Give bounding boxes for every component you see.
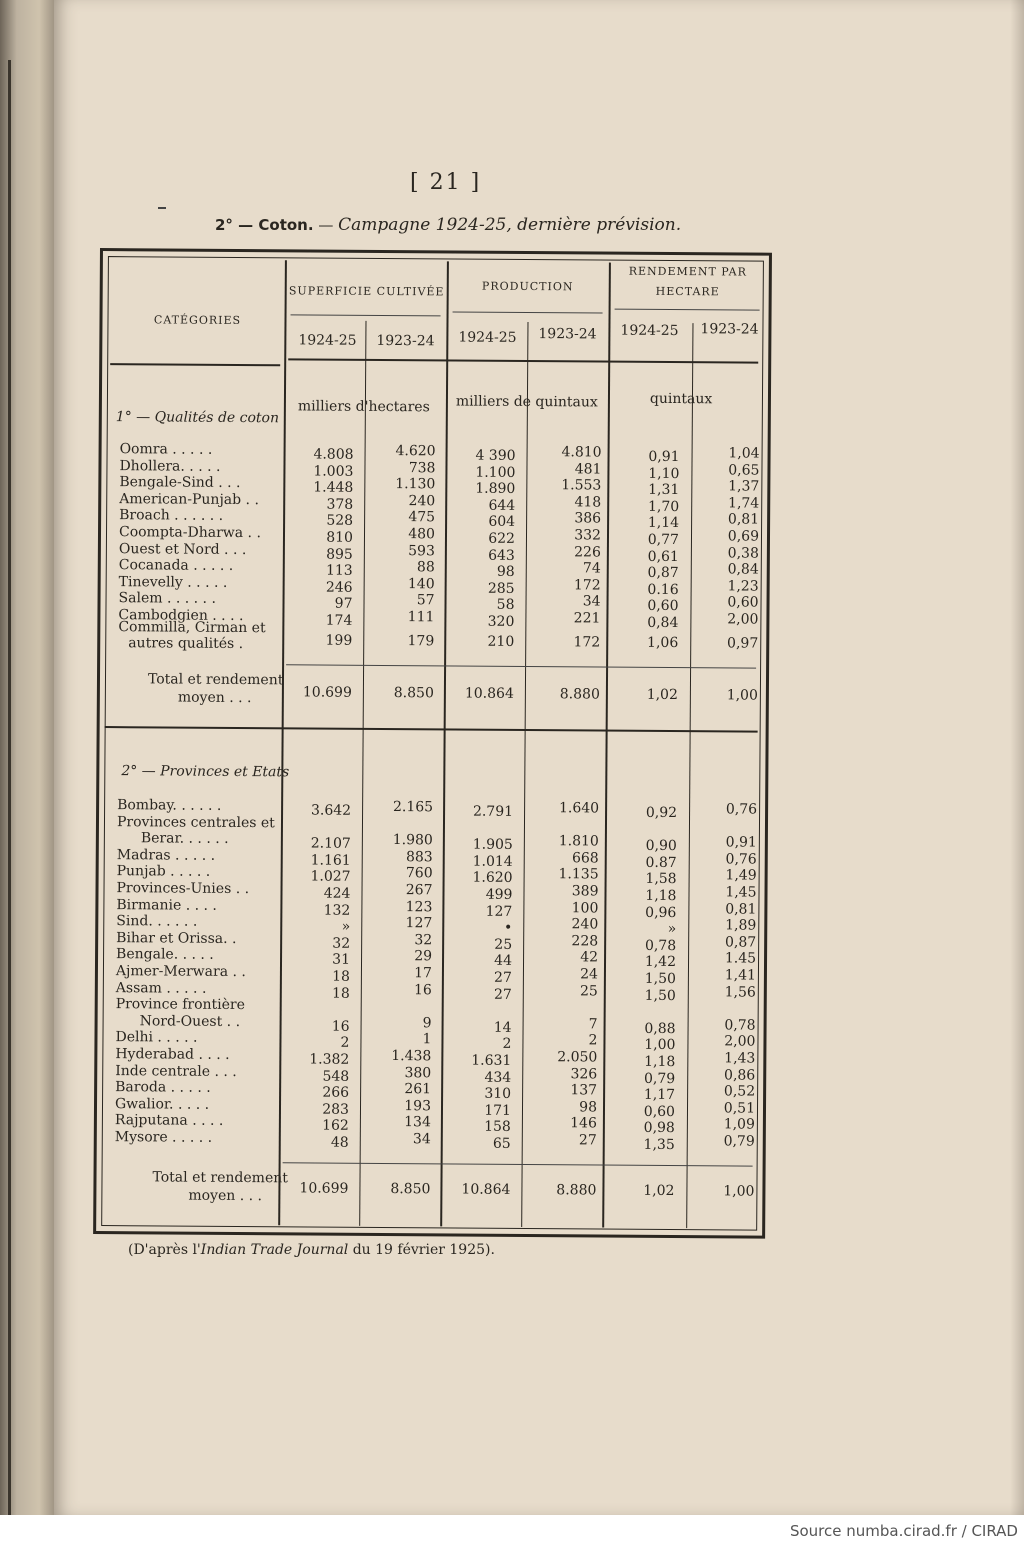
year-header: 1924-25 bbox=[458, 329, 517, 346]
categories-header: CATÉGORIES bbox=[153, 313, 242, 327]
table-cell: 0,81 bbox=[727, 511, 760, 528]
table-cell: 8.880 bbox=[559, 686, 600, 703]
table-cell: 0,88 bbox=[644, 1020, 676, 1037]
table-cell: 883 bbox=[405, 848, 433, 866]
year-header: 1924-25 bbox=[298, 332, 357, 349]
table-cell: 162 bbox=[322, 1117, 349, 1135]
table-cell: 593 bbox=[408, 542, 435, 559]
table-cell: 1,02 bbox=[646, 686, 678, 704]
section-title: 2° — Provinces et Etats bbox=[121, 763, 290, 781]
table-cell: 0,84 bbox=[647, 614, 679, 632]
table-cell: 158 bbox=[484, 1119, 511, 1136]
table-cell: 0.16 bbox=[647, 581, 679, 598]
table-cell: 0,96 bbox=[645, 904, 677, 921]
table-cell: 0,52 bbox=[723, 1083, 756, 1100]
rendement-header-1: RENDEMENT PAR bbox=[628, 264, 747, 279]
table-cell: 172 bbox=[573, 634, 601, 651]
table-cell: 1 bbox=[422, 1031, 432, 1048]
category-label: Provinces-Unies . . bbox=[116, 880, 250, 898]
table-cell: 240 bbox=[571, 916, 599, 933]
table-cell: 1,00 bbox=[726, 687, 758, 704]
table-cell: 475 bbox=[408, 509, 436, 526]
category-label: Commilla, Cirman et bbox=[118, 619, 266, 637]
table-cell: 0,60 bbox=[647, 598, 679, 615]
category-label: Gwalior. . . . . bbox=[114, 1095, 210, 1113]
table-cell: 1.980 bbox=[392, 832, 433, 849]
table-cell: 3.642 bbox=[310, 802, 352, 819]
table-cell: 1,41 bbox=[724, 967, 756, 984]
table-cell: 132 bbox=[323, 902, 351, 919]
table-cell: 548 bbox=[322, 1068, 350, 1085]
table-cell: 29 bbox=[414, 948, 433, 965]
table-cell: 4.810 bbox=[561, 444, 602, 461]
table-cell: 1.448 bbox=[313, 479, 354, 496]
table-cell: 378 bbox=[326, 496, 354, 513]
category-label: Bengale-Sind . . . bbox=[119, 474, 241, 492]
table-cell: 2 bbox=[502, 1036, 512, 1053]
table-cell: 174 bbox=[325, 612, 353, 629]
table-cell: 48 bbox=[330, 1134, 349, 1151]
table-cell: 1,06 bbox=[647, 634, 679, 652]
table-cell: 1,74 bbox=[728, 495, 760, 512]
heading-sep: — bbox=[313, 216, 339, 234]
category-label: Inde centrale . . . bbox=[115, 1062, 237, 1080]
table-cell: 10.864 bbox=[464, 685, 514, 702]
table-cell: 97 bbox=[334, 596, 353, 613]
table-cell: 1.620 bbox=[472, 870, 513, 887]
table-cell: 643 bbox=[488, 547, 515, 564]
table-cell: 1,42 bbox=[644, 954, 677, 971]
table-cell: 644 bbox=[488, 497, 516, 514]
table-cell: 127 bbox=[405, 915, 433, 932]
table-cell: 1,31 bbox=[648, 482, 680, 499]
table-cell: 2.050 bbox=[557, 1049, 598, 1066]
table-cell: 604 bbox=[488, 514, 516, 531]
table-cell: 760 bbox=[405, 865, 433, 882]
table-cell: 179 bbox=[407, 633, 435, 650]
table-cell: 34 bbox=[582, 593, 601, 610]
year-header: 1923-24 bbox=[538, 326, 597, 343]
table-cell: 1,58 bbox=[645, 871, 677, 888]
table-cell: 0,51 bbox=[723, 1100, 756, 1117]
table-cell: 1.810 bbox=[558, 833, 599, 850]
table-cell: 320 bbox=[487, 613, 515, 630]
table-cell: 111 bbox=[407, 609, 435, 626]
category-label: Punjab . . . . . bbox=[116, 863, 211, 881]
table-cell: 0,98 bbox=[643, 1120, 675, 1137]
table-cell: 226 bbox=[574, 543, 601, 561]
table-cell: 1,00 bbox=[723, 1183, 755, 1200]
table-cell: 1,17 bbox=[643, 1087, 676, 1104]
table-cell: 32 bbox=[414, 932, 433, 949]
table-cell: 1,37 bbox=[728, 478, 760, 495]
table-cell: 0,91 bbox=[725, 834, 757, 851]
table-cell: 0,87 bbox=[724, 934, 757, 951]
table-cell: 10.699 bbox=[299, 1180, 349, 1197]
category-label: Bombay. . . . . . bbox=[117, 797, 222, 814]
table-cell: 137 bbox=[570, 1082, 598, 1099]
table-cell: 1,43 bbox=[724, 1050, 756, 1067]
table-cell: 31 bbox=[332, 952, 351, 969]
table-cell: 0,92 bbox=[645, 804, 678, 822]
unit-label: quintaux bbox=[649, 390, 713, 408]
table-cell: 895 bbox=[326, 546, 353, 563]
category-label: Ouest et Nord . . . bbox=[118, 540, 247, 558]
table-cell: 10.864 bbox=[461, 1181, 511, 1198]
cotton-table bbox=[93, 248, 772, 1239]
table-cell: 14 bbox=[493, 1019, 512, 1036]
table-cell: 1,04 bbox=[728, 445, 760, 462]
year-header: 1923-24 bbox=[700, 321, 759, 338]
table-cell: 1.905 bbox=[472, 836, 513, 854]
table-cell: 0,65 bbox=[728, 461, 760, 479]
table-cell: 418 bbox=[574, 494, 602, 511]
category-label: Assam . . . . . bbox=[115, 979, 207, 997]
ink-mark bbox=[158, 207, 166, 209]
table-cell: 25 bbox=[579, 982, 598, 1000]
table-cell: 267 bbox=[405, 882, 433, 899]
table-cell: 193 bbox=[404, 1097, 432, 1115]
category-label: Hyderabad . . . . bbox=[115, 1046, 230, 1063]
table-cell: 1,89 bbox=[725, 917, 757, 934]
table-cell: 2.107 bbox=[310, 835, 351, 852]
table-cell: 18 bbox=[331, 985, 350, 1002]
category-label: Broach . . . . . . bbox=[119, 507, 224, 525]
table-cell: 228 bbox=[571, 933, 599, 950]
table-cell: 2,00 bbox=[727, 611, 759, 628]
heading-lead: 2° — Coton. bbox=[215, 216, 314, 234]
unit-label: milliers de quintaux bbox=[455, 393, 598, 411]
table-cell: 8.850 bbox=[393, 685, 434, 702]
table-cell: 1.890 bbox=[475, 480, 516, 498]
table-cell: 58 bbox=[496, 597, 515, 614]
page-shadow bbox=[1010, 0, 1024, 1515]
table-cell: 113 bbox=[325, 562, 353, 579]
table-cell: 480 bbox=[408, 526, 436, 543]
table-cell: 0,69 bbox=[727, 528, 760, 545]
table-cell: 1,23 bbox=[727, 578, 759, 595]
table-cell: 1,56 bbox=[724, 983, 756, 1001]
footnote-post: du 19 février 1925). bbox=[348, 1242, 495, 1258]
table-cell: • bbox=[503, 920, 513, 937]
table-cell: » bbox=[667, 921, 677, 938]
table-cell: 386 bbox=[574, 510, 602, 527]
total-label: Total et rendement bbox=[147, 671, 284, 689]
category-label: Provinces centrales et bbox=[116, 813, 275, 831]
table-cell: 0,86 bbox=[724, 1066, 756, 1084]
table-cell: 7 bbox=[588, 1016, 598, 1033]
table-cell: 0,78 bbox=[724, 1017, 756, 1034]
table-cell: 0,77 bbox=[647, 531, 680, 549]
table-cell: 1.382 bbox=[309, 1051, 350, 1068]
table-cell: 2 bbox=[588, 1032, 598, 1049]
table-cell: 528 bbox=[326, 512, 354, 530]
book-spine bbox=[0, 0, 56, 1550]
table-cell: 140 bbox=[407, 575, 435, 593]
table-cell: 0,81 bbox=[725, 900, 757, 918]
section-heading bbox=[215, 215, 681, 235]
category-label: Sind. . . . . . bbox=[116, 913, 198, 930]
unit-label: milliers d'hectares bbox=[297, 398, 430, 416]
table-cell: 88 bbox=[416, 559, 435, 576]
category-label: Coompta-Dharwa . . bbox=[118, 524, 261, 542]
rendement-header-2: HECTARE bbox=[655, 284, 720, 299]
table-cell: 199 bbox=[325, 632, 353, 649]
production-header: PRODUCTION bbox=[481, 279, 574, 294]
category-label: American-Punjab . . bbox=[119, 490, 259, 508]
footnote bbox=[128, 1242, 495, 1258]
table-cell: 134 bbox=[404, 1114, 431, 1131]
table-cell: 42 bbox=[580, 949, 599, 966]
table-cell: 1,50 bbox=[644, 987, 676, 1004]
source-credit: Source numba.cirad.fr / CIRAD bbox=[789, 1522, 1018, 1540]
table-cell: 332 bbox=[574, 527, 602, 544]
table-cell: 4 390 bbox=[475, 447, 516, 464]
category-label: Tinevelly . . . . . bbox=[118, 573, 228, 591]
category-label: Delhi . . . . . bbox=[115, 1029, 198, 1047]
table-cell: 17 bbox=[414, 965, 433, 982]
table-cell: 27 bbox=[493, 986, 512, 1003]
table-cell: 1,09 bbox=[723, 1116, 755, 1133]
table-cell: 0,79 bbox=[643, 1070, 676, 1087]
table-cell: 1,35 bbox=[643, 1136, 675, 1154]
table-cell: 4.620 bbox=[395, 443, 436, 460]
category-label: Madras . . . . . bbox=[116, 846, 216, 864]
table-cell: 1,10 bbox=[648, 465, 680, 482]
superficie-header: SUPERFICIE CULTIVÉE bbox=[288, 284, 445, 299]
section-title: 1° — Qualités de coton bbox=[115, 409, 280, 427]
table-cell: 380 bbox=[404, 1064, 432, 1081]
table-cell: 32 bbox=[332, 935, 351, 952]
table-cell: 1,14 bbox=[647, 515, 680, 532]
table-cell: 1.027 bbox=[310, 868, 351, 886]
spine-edge bbox=[8, 60, 11, 1520]
table-cell: 0,60 bbox=[727, 594, 759, 611]
table-cell: 0.87 bbox=[645, 854, 677, 871]
table-cell: 2 bbox=[340, 1035, 350, 1052]
table-cell: 310 bbox=[484, 1085, 512, 1103]
footnote-journal: Indian Trade Journal bbox=[200, 1242, 349, 1258]
table-cell: 240 bbox=[408, 492, 436, 510]
page-number: [ 21 ] bbox=[410, 170, 482, 195]
table-cell: 499 bbox=[485, 886, 513, 903]
table-cell: 98 bbox=[496, 563, 515, 581]
table-cell: 622 bbox=[488, 530, 516, 547]
table-cell: 1.100 bbox=[475, 464, 516, 481]
table-cell: 738 bbox=[408, 459, 436, 476]
table-cell: 1,18 bbox=[644, 1053, 676, 1071]
table-cell: 1.438 bbox=[391, 1048, 432, 1065]
table-cell: 27 bbox=[578, 1132, 597, 1149]
table-cell: 261 bbox=[404, 1081, 432, 1098]
table-cell: 266 bbox=[322, 1084, 350, 1101]
table-cell: 25 bbox=[494, 936, 513, 953]
category-label: Baroda . . . . . bbox=[115, 1079, 211, 1096]
table-cell: 434 bbox=[484, 1069, 512, 1086]
table-cell: 24 bbox=[580, 966, 598, 983]
table-cell: 146 bbox=[570, 1115, 597, 1132]
table-cell: 1.135 bbox=[558, 866, 599, 883]
category-label: Rajputana . . . . bbox=[114, 1112, 224, 1130]
table-cell: 34 bbox=[412, 1131, 431, 1148]
table-cell: 0,84 bbox=[727, 561, 759, 578]
table-cell: 98 bbox=[579, 1099, 598, 1116]
table-cell: 1.003 bbox=[313, 463, 354, 480]
category-label: autres qualités . bbox=[128, 635, 244, 653]
category-label: Cambodgien . . . . bbox=[118, 607, 244, 625]
table-cell: 0,97 bbox=[727, 635, 759, 652]
table-cell: 1,18 bbox=[645, 887, 677, 905]
table-cell: 424 bbox=[323, 885, 351, 902]
table-cell: 283 bbox=[322, 1101, 350, 1118]
table-cell: 2,00 bbox=[724, 1033, 756, 1050]
table-cell: 74 bbox=[582, 560, 601, 577]
table-cell: 18 bbox=[332, 968, 350, 985]
table-cell: 1,45 bbox=[725, 884, 757, 901]
table-cell: 16 bbox=[331, 1018, 350, 1035]
category-label: Province frontière bbox=[115, 996, 245, 1014]
table-cell: 326 bbox=[570, 1065, 598, 1083]
table-cell: 8.880 bbox=[556, 1182, 597, 1199]
category-label: Dhollera. . . . . bbox=[119, 457, 221, 475]
table-cell: 481 bbox=[574, 460, 602, 478]
table-cell: 389 bbox=[571, 883, 599, 900]
total-label: moyen . . . bbox=[188, 1187, 263, 1205]
table-cell: 2.165 bbox=[392, 799, 434, 816]
table-cell: 127 bbox=[485, 903, 513, 920]
table-cell: 210 bbox=[487, 633, 515, 650]
table-cell: 0,76 bbox=[725, 851, 757, 868]
category-label: Birmanie . . . . bbox=[116, 896, 217, 914]
category-label: Mysore . . . . . bbox=[114, 1129, 213, 1146]
table-cell: 57 bbox=[416, 592, 435, 609]
year-header: 1924-25 bbox=[620, 322, 679, 340]
table-cell: 100 bbox=[571, 899, 599, 917]
table-cell: 221 bbox=[573, 610, 601, 627]
table-cell: 2.791 bbox=[472, 803, 514, 820]
category-label: Berar. . . . . . bbox=[140, 830, 229, 848]
table-cell: 1.631 bbox=[471, 1052, 512, 1069]
table-cell: 1,49 bbox=[725, 867, 757, 884]
table-cell: 123 bbox=[405, 898, 433, 915]
table-cell: 0,76 bbox=[725, 801, 758, 818]
table-cell: 1,02 bbox=[643, 1182, 675, 1200]
table-cell: 0,87 bbox=[647, 565, 679, 582]
table-cell: 9 bbox=[422, 1015, 432, 1032]
table-cell: 285 bbox=[487, 580, 515, 597]
category-label: Bengale. . . . . bbox=[116, 946, 214, 964]
table-cell: 1.014 bbox=[472, 853, 513, 870]
table-cell: 65 bbox=[492, 1135, 511, 1152]
table-cell: 1,70 bbox=[647, 498, 680, 515]
category-label: Nord-Ouest . . bbox=[139, 1013, 241, 1030]
table-cell: 27 bbox=[494, 969, 512, 986]
table-cell: » bbox=[341, 918, 351, 935]
table-cell: 0,61 bbox=[647, 548, 679, 565]
total-label: Total et rendement bbox=[152, 1169, 288, 1187]
table-cell: 0,90 bbox=[645, 838, 677, 855]
category-label: Ajmer-Merwara . . bbox=[115, 963, 246, 981]
heading-subtitle: Campagne 1924-25, dernière prévision. bbox=[338, 215, 682, 235]
table-cell: 1.45 bbox=[724, 950, 757, 967]
category-label: Salem . . . . . . bbox=[118, 590, 216, 608]
table-cell: 0,38 bbox=[727, 544, 759, 562]
category-label: Cocanada . . . . . bbox=[118, 557, 234, 575]
table-cell: 1,50 bbox=[644, 970, 676, 988]
table-cell: 0,79 bbox=[723, 1133, 755, 1150]
table-cell: 0,91 bbox=[648, 448, 680, 466]
table-cell: 171 bbox=[484, 1102, 512, 1119]
table-cell: 1.553 bbox=[561, 477, 602, 494]
table-cell: 44 bbox=[494, 953, 513, 970]
table-cell: 1,00 bbox=[644, 1037, 676, 1054]
table-cell: 0,78 bbox=[644, 937, 677, 954]
table-cell: 1.130 bbox=[395, 476, 436, 493]
table-cell: 1.161 bbox=[310, 852, 351, 869]
table-cell: 246 bbox=[325, 579, 353, 596]
year-header: 1923-24 bbox=[376, 332, 435, 350]
table-cell: 0,60 bbox=[643, 1103, 676, 1120]
table-cell: 172 bbox=[573, 577, 601, 594]
table-cell: 4.808 bbox=[313, 446, 354, 463]
category-label: Oomra . . . . . bbox=[119, 441, 213, 458]
table-cell: 16 bbox=[413, 981, 432, 998]
category-label: Bihar et Orissa. . bbox=[116, 929, 237, 947]
table-cell: 668 bbox=[571, 850, 599, 867]
table-cell: 810 bbox=[326, 529, 354, 546]
total-label: moyen . . . bbox=[177, 689, 252, 707]
table-cell: 8.850 bbox=[390, 1181, 431, 1198]
table-cell: 10.699 bbox=[302, 684, 352, 701]
footnote-pre: (D'après l' bbox=[128, 1242, 201, 1258]
table-cell: 1.640 bbox=[558, 800, 600, 817]
